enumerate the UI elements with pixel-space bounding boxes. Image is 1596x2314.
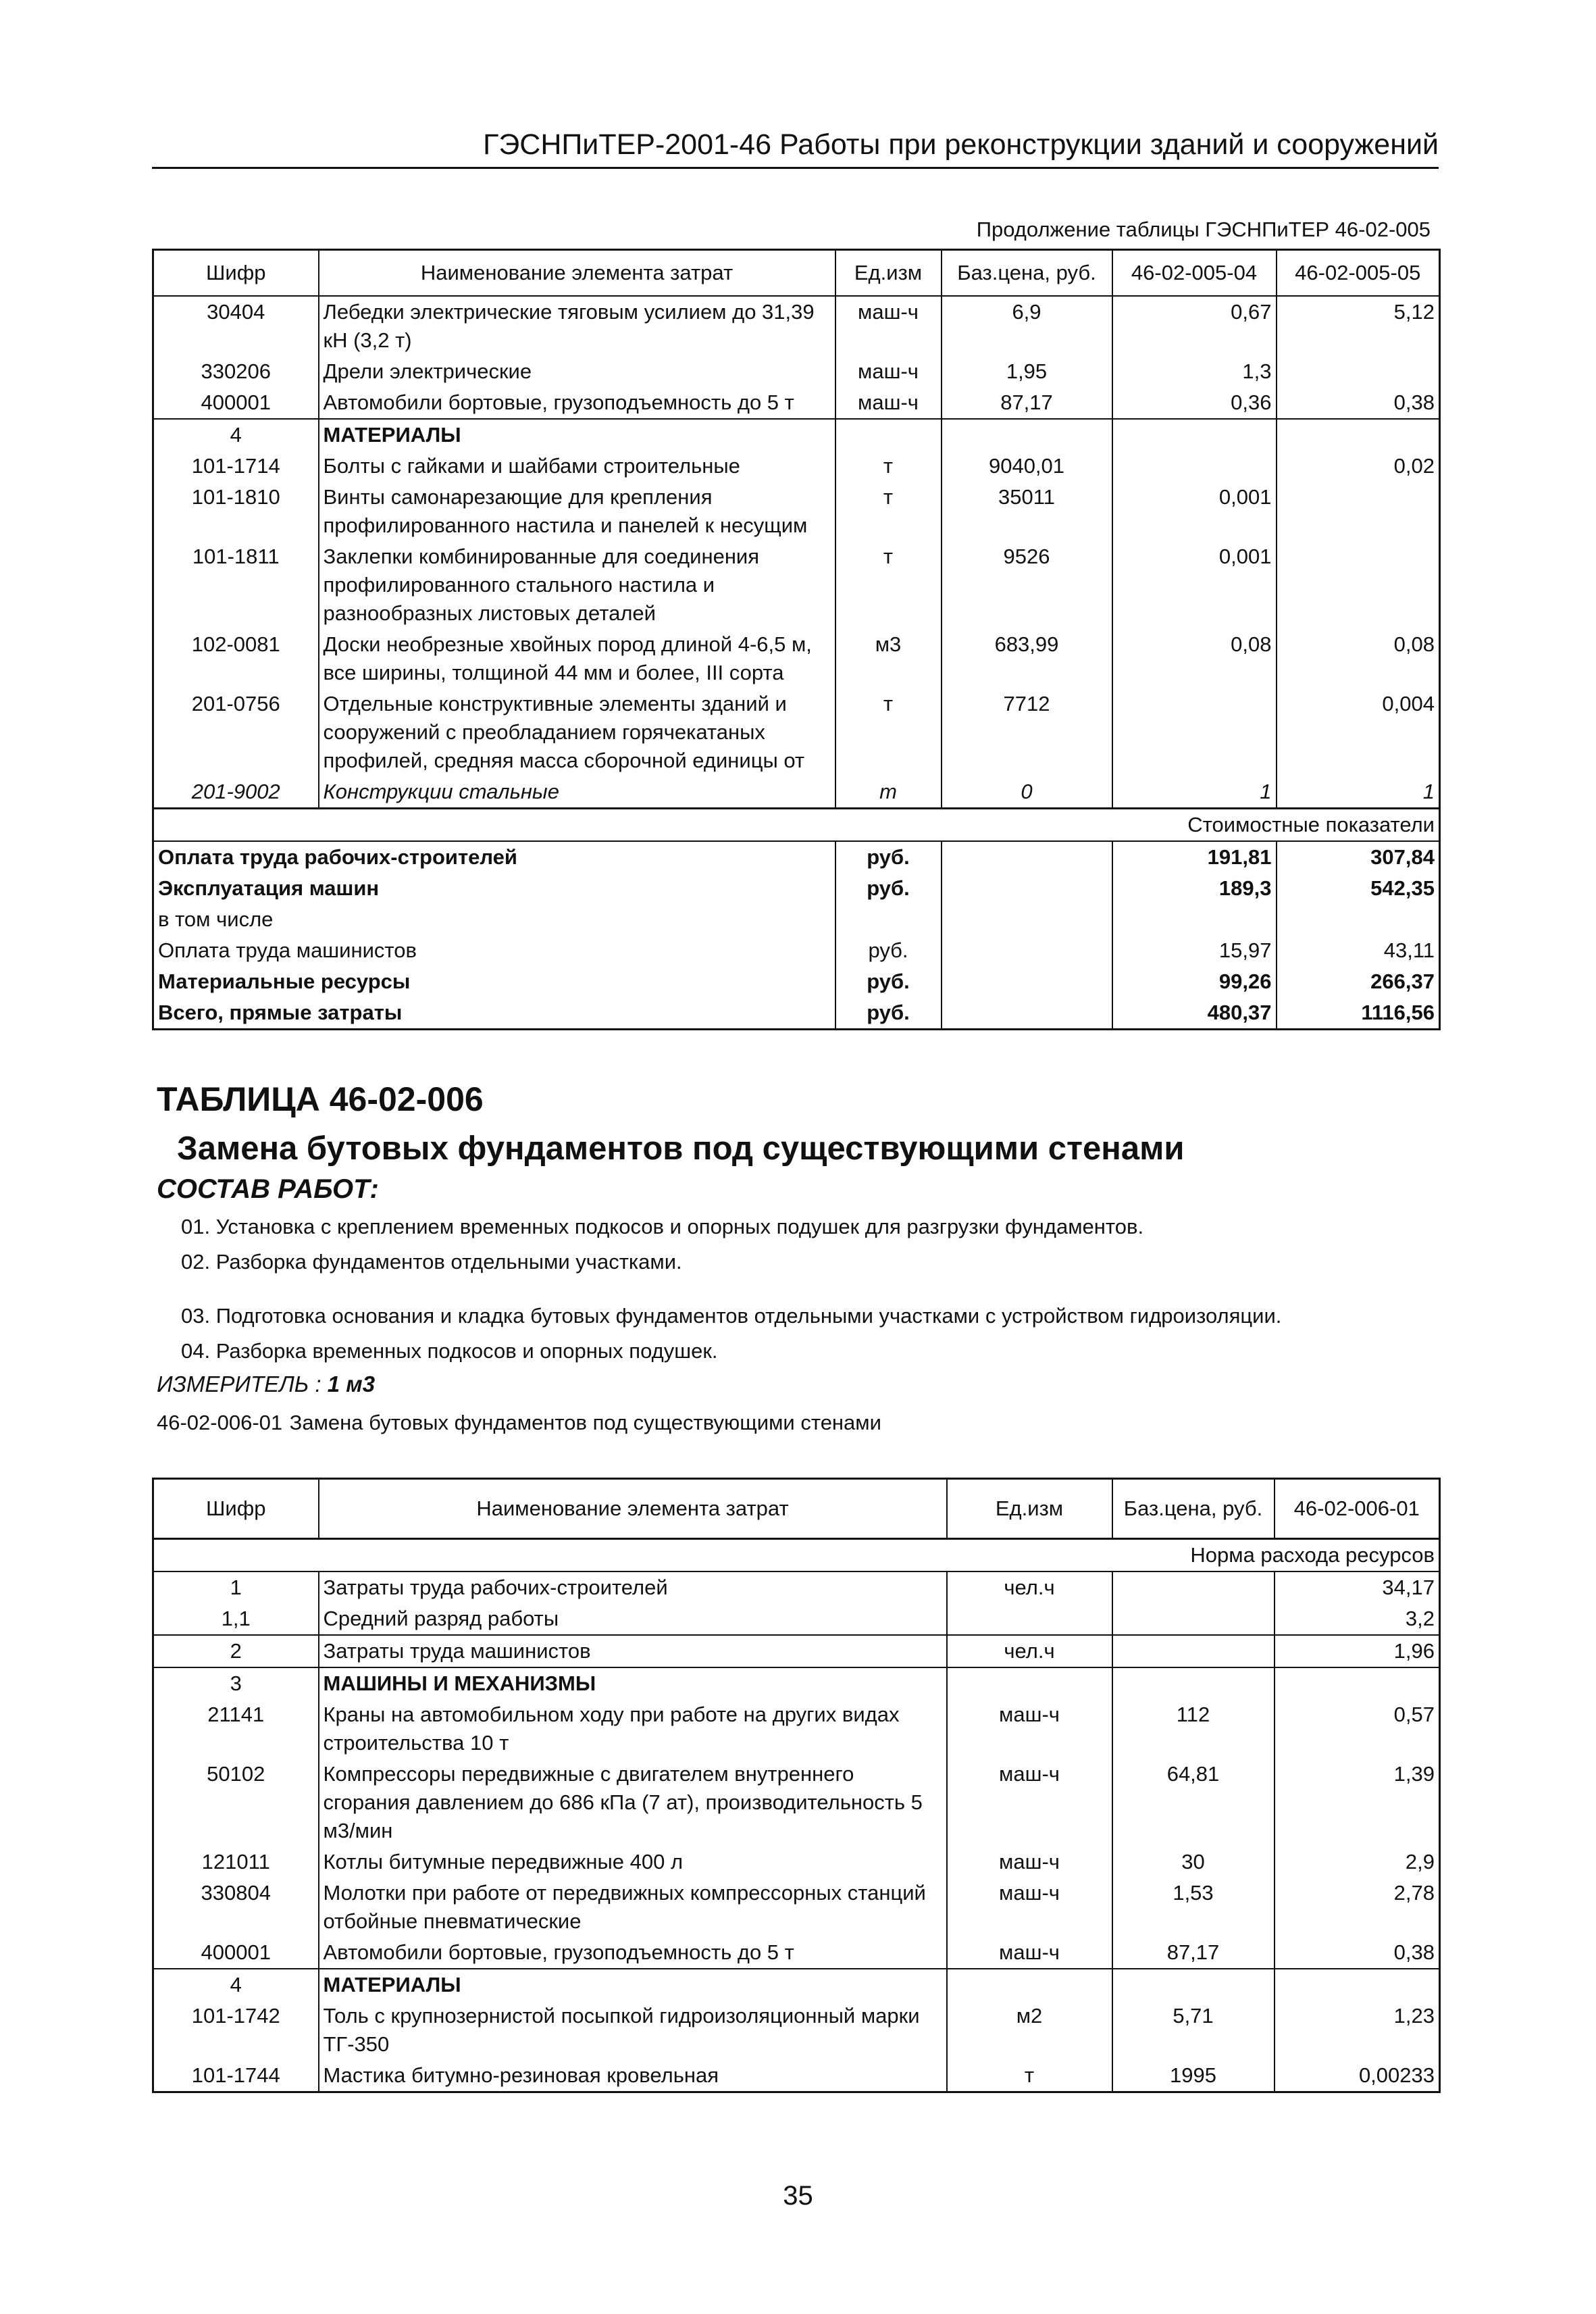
column-header: Шифр bbox=[153, 250, 319, 297]
row-value-04: 0,001 bbox=[1112, 482, 1277, 541]
row-value: 2,9 bbox=[1275, 1846, 1440, 1878]
row-code: 3 bbox=[153, 1667, 319, 1699]
row-unit bbox=[947, 1969, 1112, 2001]
row-code: 1 bbox=[153, 1571, 319, 1603]
norm-band-row bbox=[153, 1539, 1440, 1572]
table-row bbox=[153, 776, 1440, 809]
row-name: Заклепки комбинированные для соединения профилированного стального настила и разнообразных листовых деталей bbox=[319, 541, 835, 629]
row-code: 1,1 bbox=[153, 1603, 319, 1635]
table-row bbox=[153, 688, 1440, 776]
row-unit: м3 bbox=[835, 629, 942, 688]
row-unit bbox=[947, 1603, 1112, 1635]
table-row bbox=[153, 1603, 1440, 1635]
row-price bbox=[1112, 1635, 1275, 1667]
cost-band-label: Стоимостные показатели bbox=[153, 809, 1440, 842]
row-value: 1,39 bbox=[1275, 1759, 1440, 1846]
row-price: 87,17 bbox=[1112, 1937, 1275, 1969]
cost-value-04: 99,26 bbox=[1112, 966, 1277, 997]
row-value-04 bbox=[1112, 688, 1277, 776]
table-row bbox=[153, 1635, 1440, 1667]
row-value-04: 0,001 bbox=[1112, 541, 1277, 629]
row-price: 112 bbox=[1112, 1699, 1275, 1759]
cost-value-05: 542,35 bbox=[1277, 873, 1440, 904]
row-unit: маш-ч bbox=[835, 296, 942, 356]
table-header-row bbox=[153, 250, 1440, 297]
table-row bbox=[153, 482, 1440, 541]
row-name: Болты с гайками и шайбами строительные bbox=[319, 451, 835, 482]
cost-row bbox=[153, 841, 1440, 873]
row-value-04: 1 bbox=[1112, 776, 1277, 809]
row-price: 9040,01 bbox=[942, 451, 1112, 482]
row-code: 400001 bbox=[153, 1937, 319, 1969]
table-row bbox=[153, 387, 1440, 419]
table-section-row bbox=[153, 419, 1440, 451]
work-item: 01. Установка с креплением временных подкосов и опорных подушек для разгрузки фундаментов. bbox=[181, 1215, 1144, 1238]
row-code: 30404 bbox=[153, 296, 319, 356]
row-price: 683,99 bbox=[942, 629, 1112, 688]
resource-table-46-02-005 bbox=[152, 249, 1441, 1030]
work-item: 03. Подготовка основания и кладка бутовых фундаментов отдельными участками с устройством гидроизоляции. bbox=[181, 1304, 1282, 1328]
norm-band-label: Норма расхода ресурсов bbox=[153, 1539, 1440, 1572]
row-value: 0,38 bbox=[1275, 1937, 1440, 1969]
resource-table-46-02-006 bbox=[152, 1478, 1441, 2093]
row-code: 121011 bbox=[153, 1846, 319, 1878]
table-row bbox=[153, 451, 1440, 482]
measure-line bbox=[157, 1372, 375, 1397]
row-unit: маш-ч bbox=[947, 1878, 1112, 1937]
row-value-05: 0,004 bbox=[1277, 688, 1440, 776]
row-value: 34,17 bbox=[1275, 1571, 1440, 1603]
row-name: Конструкции стальные bbox=[319, 776, 835, 809]
row-value: 0,57 bbox=[1275, 1699, 1440, 1759]
cost-value-05: 1116,56 bbox=[1277, 997, 1440, 1030]
row-price: 0 bbox=[942, 776, 1112, 809]
row-name: Лебедки электрические тяговым усилием до 31,39 кН (3,2 т) bbox=[319, 296, 835, 356]
column-header: Баз.цена, руб. bbox=[942, 250, 1112, 297]
row-code: 102-0081 bbox=[153, 629, 319, 688]
row-name: Котлы битумные передвижные 400 л bbox=[319, 1846, 947, 1878]
cost-value-05 bbox=[1277, 904, 1440, 935]
cost-band-row bbox=[153, 809, 1440, 842]
cost-row bbox=[153, 873, 1440, 904]
cost-value-05: 43,11 bbox=[1277, 935, 1440, 966]
row-code: 2 bbox=[153, 1635, 319, 1667]
row-price: 9526 bbox=[942, 541, 1112, 629]
row-value: 3,2 bbox=[1275, 1603, 1440, 1635]
table-header-row bbox=[153, 1479, 1440, 1539]
row-code: 50102 bbox=[153, 1759, 319, 1846]
row-value bbox=[1275, 1969, 1440, 2001]
row-price bbox=[942, 419, 1112, 451]
cost-unit: руб. bbox=[835, 997, 942, 1030]
row-value-04: 0,36 bbox=[1112, 387, 1277, 419]
row-value-05 bbox=[1277, 482, 1440, 541]
cost-value-04: 191,81 bbox=[1112, 841, 1277, 873]
row-code: 101-1714 bbox=[153, 451, 319, 482]
cost-name: Эксплуатация машин bbox=[153, 873, 835, 904]
row-name: МАШИНЫ И МЕХАНИЗМЫ bbox=[319, 1667, 947, 1699]
table-row bbox=[153, 1846, 1440, 1878]
work-item: 02. Разборка фундаментов отдельными участками. bbox=[181, 1250, 682, 1274]
row-unit bbox=[947, 1667, 1112, 1699]
cost-name: Оплата труда рабочих-строителей bbox=[153, 841, 835, 873]
row-code: 330804 bbox=[153, 1878, 319, 1937]
row-name: Автомобили бортовые, грузоподъемность до 5 т bbox=[319, 1937, 947, 1969]
table-section-row bbox=[153, 1969, 1440, 2001]
column-header: Шифр bbox=[153, 1479, 319, 1539]
table-subtitle: Замена бутовых фундаментов под существующими стенами bbox=[177, 1130, 1185, 1167]
cost-unit: руб. bbox=[835, 873, 942, 904]
row-price: 64,81 bbox=[1112, 1759, 1275, 1846]
row-value-05: 1 bbox=[1277, 776, 1440, 809]
row-name: Дрели электрические bbox=[319, 356, 835, 387]
row-value-05: 0,02 bbox=[1277, 451, 1440, 482]
row-unit: чел.ч bbox=[947, 1635, 1112, 1667]
composition-label: СОСТАВ РАБОТ: bbox=[157, 1174, 379, 1204]
cost-value-04: 480,37 bbox=[1112, 997, 1277, 1030]
table-row bbox=[153, 2001, 1440, 2060]
row-value-05: 0,38 bbox=[1277, 387, 1440, 419]
table-row bbox=[153, 296, 1440, 356]
column-header: Ед.изм bbox=[835, 250, 942, 297]
row-unit: маш-ч bbox=[835, 387, 942, 419]
row-unit: т bbox=[835, 451, 942, 482]
row-price: 1,53 bbox=[1112, 1878, 1275, 1937]
row-code: 201-0756 bbox=[153, 688, 319, 776]
cost-value-05: 307,84 bbox=[1277, 841, 1440, 873]
row-price: 87,17 bbox=[942, 387, 1112, 419]
table-row bbox=[153, 541, 1440, 629]
column-header: 46-02-005-05 bbox=[1277, 250, 1440, 297]
table-row bbox=[153, 1759, 1440, 1846]
table-row bbox=[153, 356, 1440, 387]
measure-value: 1 м3 bbox=[327, 1372, 376, 1397]
row-unit: маш-ч bbox=[947, 1759, 1112, 1846]
row-price: 30 bbox=[1112, 1846, 1275, 1878]
row-code: 4 bbox=[153, 419, 319, 451]
cost-name: Всего, прямые затраты bbox=[153, 997, 835, 1030]
cost-value-04: 189,3 bbox=[1112, 873, 1277, 904]
table-row bbox=[153, 1571, 1440, 1603]
row-code: 101-1744 bbox=[153, 2060, 319, 2092]
row-name: Доски необрезные хвойных пород длиной 4-6,5 м, все ширины, толщиной 44 мм и более, III сорта bbox=[319, 629, 835, 688]
row-value: 1,96 bbox=[1275, 1635, 1440, 1667]
table-section-row bbox=[153, 1667, 1440, 1699]
row-name: Затраты труда рабочих-строителей bbox=[319, 1571, 947, 1603]
row-unit: т bbox=[835, 482, 942, 541]
column-header: Наименование элемента затрат bbox=[319, 1479, 947, 1539]
row-name: Автомобили бортовые, грузоподъемность до 5 т bbox=[319, 387, 835, 419]
cost-value-04: 15,97 bbox=[1112, 935, 1277, 966]
column-header: Ед.изм bbox=[947, 1479, 1112, 1539]
row-price: 5,71 bbox=[1112, 2001, 1275, 2060]
row-value-04 bbox=[1112, 451, 1277, 482]
table-row bbox=[153, 1699, 1440, 1759]
row-name: Затраты труда машинистов bbox=[319, 1635, 947, 1667]
cost-unit: руб. bbox=[835, 935, 942, 966]
code-description: Замена бутовых фундаментов под существующими стенами bbox=[289, 1411, 881, 1434]
cost-name: Материальные ресурсы bbox=[153, 966, 835, 997]
row-unit: маш-ч bbox=[835, 356, 942, 387]
table-row bbox=[153, 2060, 1440, 2092]
row-code: 21141 bbox=[153, 1699, 319, 1759]
row-value-05 bbox=[1277, 541, 1440, 629]
cost-empty bbox=[942, 841, 1112, 873]
row-price bbox=[1112, 1667, 1275, 1699]
row-name: Толь с крупнозернистой посыпкой гидроизоляционный марки ТГ-350 bbox=[319, 2001, 947, 2060]
row-code: 101-1811 bbox=[153, 541, 319, 629]
cost-empty bbox=[942, 935, 1112, 966]
row-unit: т bbox=[947, 2060, 1112, 2092]
table-row bbox=[153, 1878, 1440, 1937]
cost-name: в том числе bbox=[153, 904, 835, 935]
row-value-04 bbox=[1112, 419, 1277, 451]
row-value bbox=[1275, 1667, 1440, 1699]
row-unit: маш-ч bbox=[947, 1699, 1112, 1759]
row-unit: т bbox=[835, 776, 942, 809]
cost-unit: руб. bbox=[835, 841, 942, 873]
row-price: 1,95 bbox=[942, 356, 1112, 387]
row-price bbox=[1112, 1603, 1275, 1635]
code-number: 46-02-006-01 bbox=[157, 1411, 283, 1434]
table-continuation-caption: Продолжение таблицы ГЭСНПиТЕР 46-02-005 bbox=[976, 218, 1431, 241]
row-name: Молотки при работе от передвижных компрессорных станций отбойные пневматические bbox=[319, 1878, 947, 1937]
column-header: 46-02-005-04 bbox=[1112, 250, 1277, 297]
row-price bbox=[1112, 1969, 1275, 2001]
cost-row bbox=[153, 966, 1440, 997]
cost-value-04 bbox=[1112, 904, 1277, 935]
cost-empty bbox=[942, 873, 1112, 904]
measure-label: ИЗМЕРИТЕЛЬ : bbox=[157, 1372, 321, 1397]
cost-row bbox=[153, 904, 1440, 935]
row-name: Винты самонарезающие для крепления профилированного настила и панелей к несущим bbox=[319, 482, 835, 541]
work-item: 04. Разборка временных подкосов и опорных подушек. bbox=[181, 1339, 718, 1363]
row-code: 101-1742 bbox=[153, 2001, 319, 2060]
row-name: Средний разряд работы bbox=[319, 1603, 947, 1635]
row-value-05 bbox=[1277, 419, 1440, 451]
column-header: Наименование элемента затрат bbox=[319, 250, 835, 297]
row-name: Краны на автомобильном ходу при работе на других видах строительства 10 т bbox=[319, 1699, 947, 1759]
table-title: ТАБЛИЦА 46-02-006 bbox=[157, 1080, 484, 1118]
row-name: Мастика битумно-резиновая кровельная bbox=[319, 2060, 947, 2092]
cost-empty bbox=[942, 997, 1112, 1030]
row-value: 1,23 bbox=[1275, 2001, 1440, 2060]
cost-row bbox=[153, 935, 1440, 966]
table-row bbox=[153, 1937, 1440, 1969]
row-unit: чел.ч bbox=[947, 1571, 1112, 1603]
cost-value-05: 266,37 bbox=[1277, 966, 1440, 997]
row-price bbox=[1112, 1571, 1275, 1603]
row-price: 7712 bbox=[942, 688, 1112, 776]
page-number: 35 bbox=[783, 2181, 813, 2211]
cost-name: Оплата труда машинистов bbox=[153, 935, 835, 966]
row-value-05: 5,12 bbox=[1277, 296, 1440, 356]
row-name: МАТЕРИАЛЫ bbox=[319, 1969, 947, 2001]
code-line bbox=[157, 1411, 881, 1435]
row-name: Отдельные конструктивные элементы зданий и сооружений с преобладанием горячекатаных профилей, средняя масса сборочной единицы от bbox=[319, 688, 835, 776]
row-code: 201-9002 bbox=[153, 776, 319, 809]
row-code: 330206 bbox=[153, 356, 319, 387]
row-value: 0,00233 bbox=[1275, 2060, 1440, 2092]
row-unit: т bbox=[835, 688, 942, 776]
table-row bbox=[153, 629, 1440, 688]
row-value-04: 0,67 bbox=[1112, 296, 1277, 356]
row-code: 4 bbox=[153, 1969, 319, 2001]
cost-empty bbox=[942, 904, 1112, 935]
row-price: 1995 bbox=[1112, 2060, 1275, 2092]
row-name: Компрессоры передвижные с двигателем внутреннего сгорания давлением до 686 кПа (7 ат), производительность 5 м3/мин bbox=[319, 1759, 947, 1846]
row-unit: маш-ч bbox=[947, 1846, 1112, 1878]
row-unit: м2 bbox=[947, 2001, 1112, 2060]
column-header: Баз.цена, руб. bbox=[1112, 1479, 1275, 1539]
row-value-05 bbox=[1277, 356, 1440, 387]
row-value: 2,78 bbox=[1275, 1878, 1440, 1937]
row-code: 400001 bbox=[153, 387, 319, 419]
cost-unit: руб. bbox=[835, 966, 942, 997]
row-value-04: 1,3 bbox=[1112, 356, 1277, 387]
cost-empty bbox=[942, 966, 1112, 997]
row-price: 35011 bbox=[942, 482, 1112, 541]
column-header: 46-02-006-01 bbox=[1275, 1479, 1440, 1539]
row-unit: т bbox=[835, 541, 942, 629]
running-header: ГЭСНПиТЕР-2001-46 Работы при реконструкции зданий и сооружений bbox=[152, 128, 1439, 169]
row-name: МАТЕРИАЛЫ bbox=[319, 419, 835, 451]
row-value-04: 0,08 bbox=[1112, 629, 1277, 688]
cost-unit bbox=[835, 904, 942, 935]
row-code: 101-1810 bbox=[153, 482, 319, 541]
row-value-05: 0,08 bbox=[1277, 629, 1440, 688]
row-unit bbox=[835, 419, 942, 451]
cost-row bbox=[153, 997, 1440, 1030]
row-unit: маш-ч bbox=[947, 1937, 1112, 1969]
row-price: 6,9 bbox=[942, 296, 1112, 356]
